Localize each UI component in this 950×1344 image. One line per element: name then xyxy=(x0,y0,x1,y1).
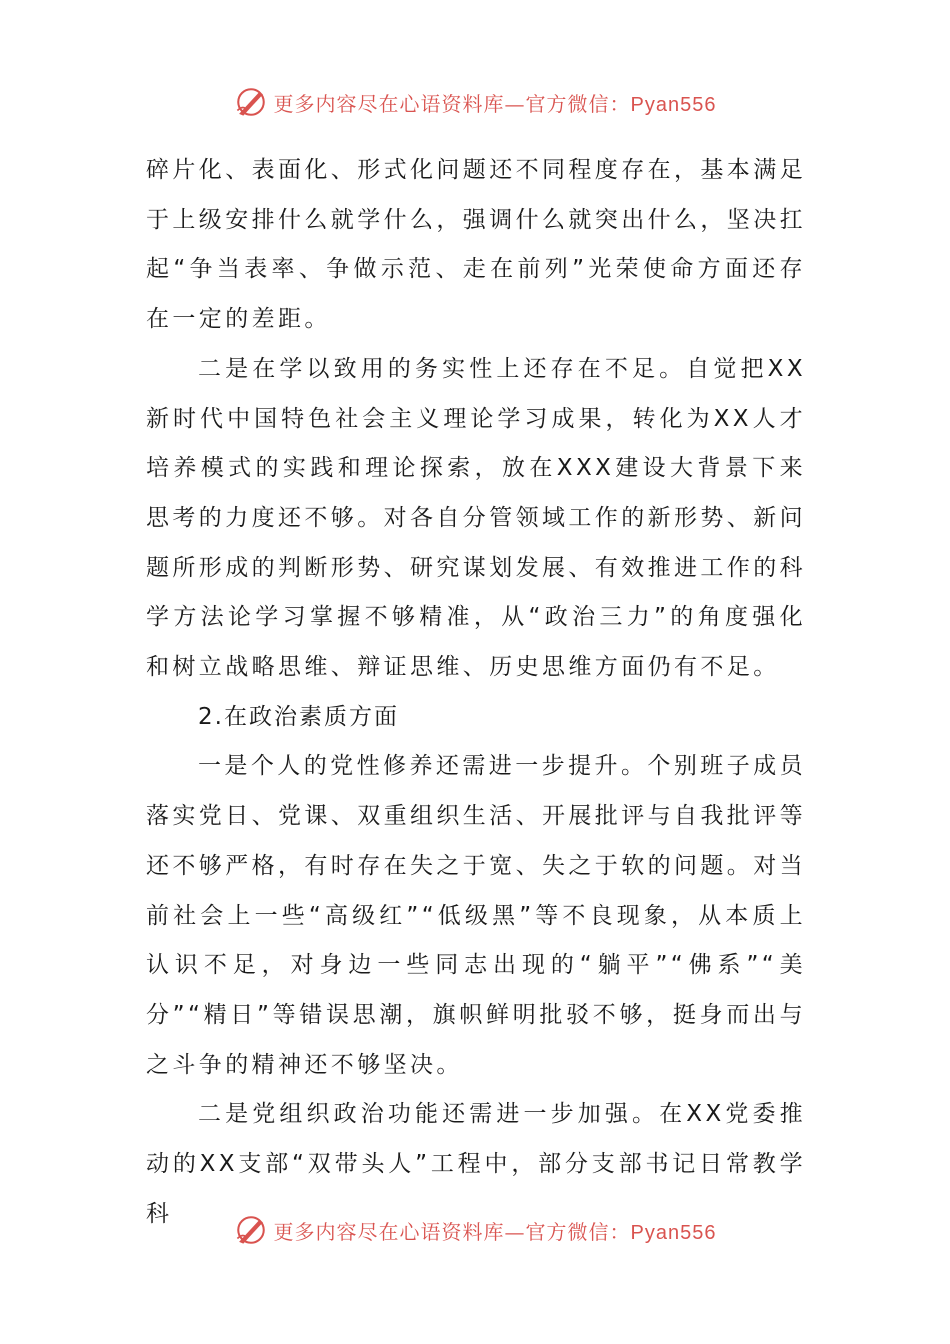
paragraph-application: 二是在学以致用的务实性上还存在不足。自觉把XX新时代中国特色社会主义理论学习成果，转化为XX人才培养模式的实践和理论探索，放在XXX建设大背景下来思考的力度还不够。对各自分管领域工作的新形势、新问题所形成的判断形势、研究谋划发展、有效推进工作的科学方法论学习掌握不够精准，从“政治三力”的角度强化和树立战略思维、辩证思维、历史思维方面仍有不足。 xyxy=(146,355,806,681)
document-body xyxy=(146,146,806,1227)
section-heading-political-quality: 2.在政治素质方面 xyxy=(198,703,399,730)
pen-circle-logo-icon xyxy=(234,1213,268,1247)
header-banner-text: 更多内容尽在心语资料库—官方微信：Pyan556 xyxy=(273,91,717,116)
header-watermark-banner xyxy=(0,80,950,124)
footer-banner-text: 更多内容尽在心语资料库—官方微信：Pyan556 xyxy=(273,1219,717,1244)
paragraph-continuation: 碎片化、表面化、形式化问题还不同程度存在，基本满足于上级安排什么就学什么，强调什么就突出什么，坚决扛起“争当表率、争做示范、走在前列”光荣使命方面还存在一定的差距。 xyxy=(146,157,806,333)
paragraph-party-organization: 二是党组织政治功能还需进一步加强。在XX党委推动的XX支部“双带头人”工程中，部分支部书记日常教学科 xyxy=(146,1101,806,1227)
header-wechat-id: Pyan556 xyxy=(630,93,717,116)
footer-wechat-id: Pyan556 xyxy=(630,1221,717,1244)
paragraph-party-spirit: 一是个人的党性修养还需进一步提升。个别班子成员落实党日、党课、双重组织生活、开展批评与自我批评等还不够严格，有时存在失之于宽、失之于软的问题。对当前社会上一些“高级红”“低级黑”等不良现象，从本质上认识不足，对身边一些同志出现的“躺平”“佛系”“美分”“精日”等错误思潮，旗帜鲜明批驳不够，挺身而出与之斗争的精神还不够坚决。 xyxy=(146,753,806,1078)
pen-circle-logo-icon xyxy=(234,85,268,119)
footer-watermark-banner xyxy=(0,1208,950,1252)
